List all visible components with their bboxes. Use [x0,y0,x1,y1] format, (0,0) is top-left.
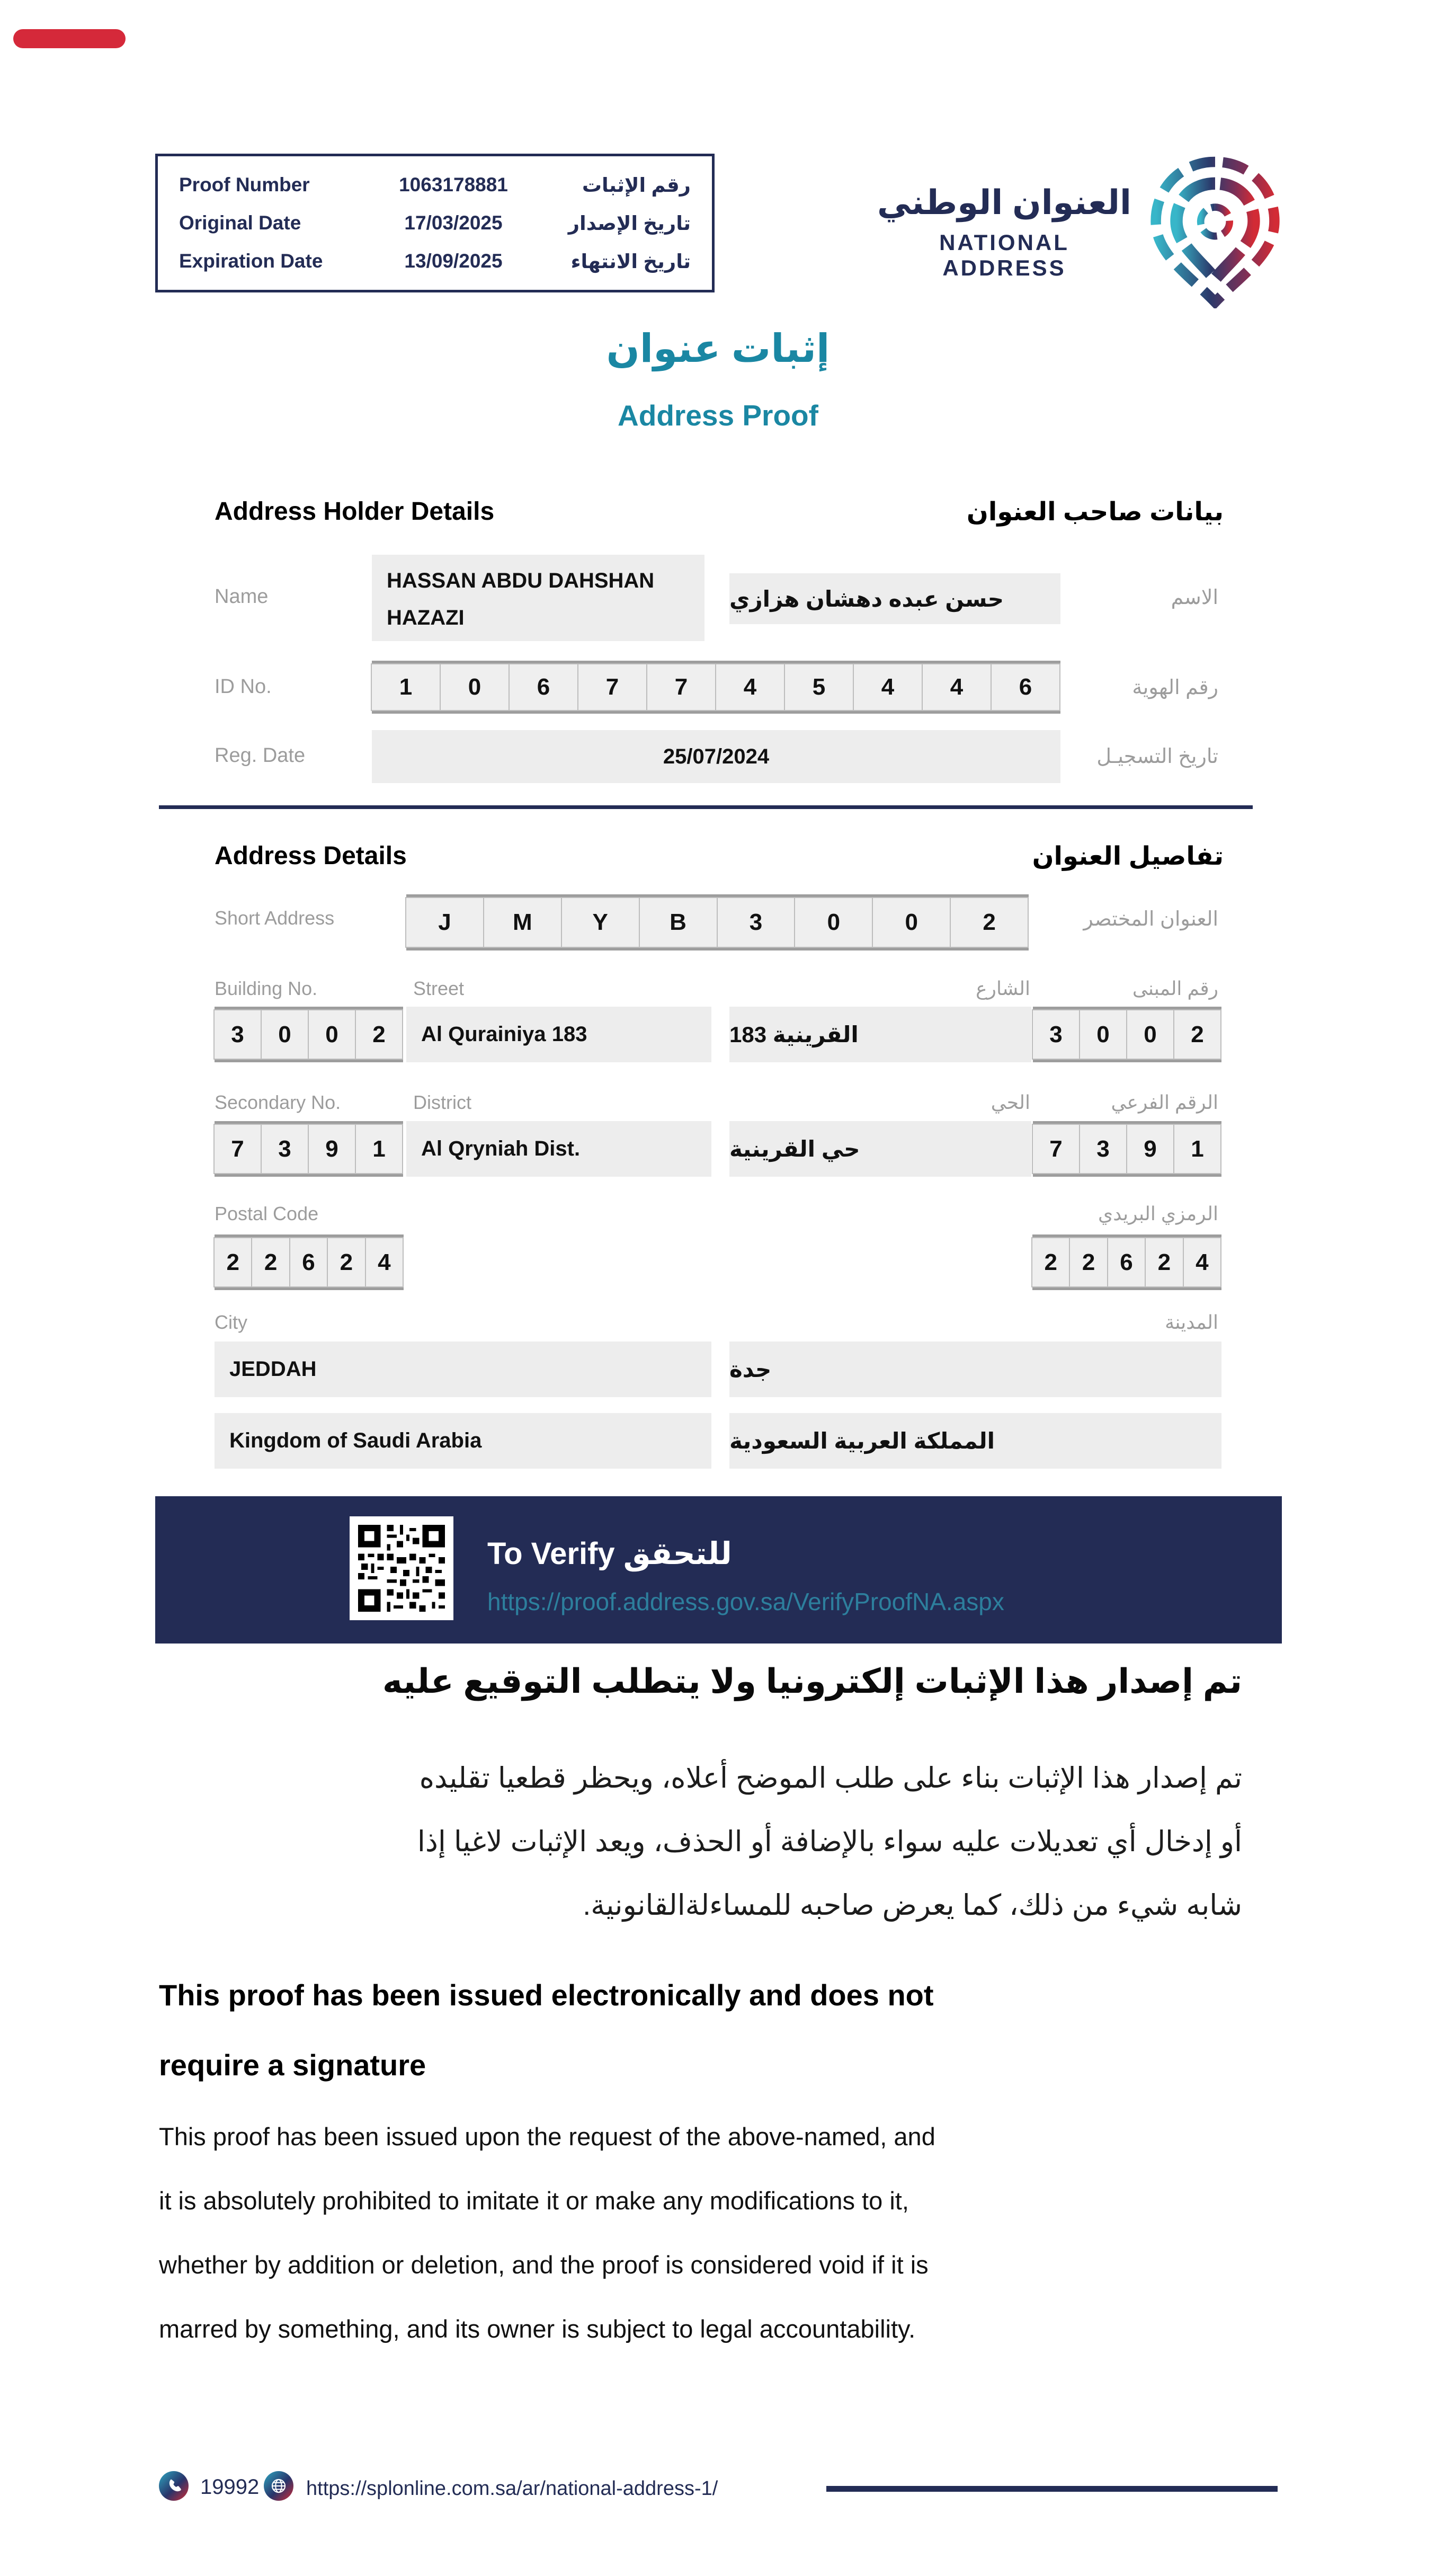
char-cell: 3 [261,1124,309,1174]
original-date-value: 17/03/2025 [404,212,503,234]
holder-section-heading-en: Address Holder Details [215,498,495,526]
char-cell: 2 [213,1237,252,1287]
english-note-line: This proof has been issued upon the request of the above-named, and [159,2122,935,2151]
country-value-ar: المملكة العربية السعودية [729,1413,1221,1469]
char-cell: 0 [1079,1009,1127,1060]
proof-number-label-ar: رقم الإثبات [582,174,691,196]
char-cell: 6 [991,663,1060,711]
district-value-ar: حي القرينية [729,1121,1031,1177]
char-cell: 2 [1031,1237,1070,1287]
arabic-note-heading: تم إصدار هذا الإثبات إلكترونيا ولا يتطلب التوقيع عليه [382,1662,1242,1700]
char-cell: 0 [440,663,510,711]
top-red-bar [13,29,126,48]
secondary-no-label: Secondary No. [215,1091,341,1113]
country-value-en: Kingdom of Saudi Arabia [215,1413,711,1469]
english-note-line: marred by something, and its owner is subject to legal accountability. [159,2315,916,2343]
char-cell: 4 [1183,1237,1221,1287]
original-date-label: Original Date [179,212,301,234]
char-cell: 0 [872,897,951,948]
english-note-heading-line: This proof has been issued electronically and does not [159,1978,934,2012]
logo-arabic-title: العنوان الوطني [877,183,1131,221]
char-cell: 0 [308,1009,356,1060]
phone-icon [159,2471,189,2501]
char-cell: M [483,897,562,948]
char-cell: 9 [1126,1124,1174,1174]
expiration-date-value: 13/09/2025 [404,250,503,272]
char-cell: 2 [1173,1009,1221,1060]
street-label-ar: الشارع [976,978,1030,999]
english-note-line: whether by addition or deletion, and the proof is considered void if it is [159,2251,929,2279]
char-cell: 1 [1173,1124,1221,1174]
district-value-en: Al Qryniah Dist. [406,1121,711,1177]
short-address-cells [406,894,1029,951]
national-address-pin-icon [1138,149,1292,308]
char-cell: 7 [1032,1124,1080,1174]
char-cell: 2 [1069,1237,1108,1287]
address-section-heading-ar: تفاصيل العنوان [1032,842,1224,870]
name-value-ar: حسن عبده دهشان هزازي [729,573,1060,624]
char-cell: 6 [1107,1237,1146,1287]
building-no-label: Building No. [215,978,318,999]
char-cell: 0 [261,1009,309,1060]
short-address-label: Short Address [215,907,335,929]
english-note-paragraph [159,2104,1282,2361]
arabic-note-line: تم إصدار هذا الإثبات بناء على طلب الموضح أعلاه، ويحظر قطعيا تقليده [419,1762,1242,1794]
english-note-heading-line: require a signature [159,2048,426,2082]
char-cell: 4 [853,663,923,711]
document-title-english: Address Proof [618,399,818,432]
id-digit-cells [372,661,1060,714]
short-address-label-ar: العنوان المختصر [1083,908,1218,930]
building-no-label-ar: رقم المبنى [1132,978,1218,999]
footer-url-link[interactable]: https://splonline.com.sa/ar/national-address-1/ [306,2477,718,2500]
english-note-line: it is absolutely prohibited to imitate it or make any modifications to it, [159,2187,909,2215]
char-cell: 5 [784,663,854,711]
verify-label: To Verify للتحقق [487,1536,732,1571]
char-cell: 2 [950,897,1029,948]
verify-url-link[interactable]: https://proof.address.gov.sa/VerifyProofNA.aspx [487,1588,1004,1615]
footer-phone-number: 19992 [200,2475,260,2499]
expiration-date-label: Expiration Date [179,250,323,272]
char-cell: 1 [355,1124,403,1174]
reg-date-label: Reg. Date [215,744,306,767]
logo-english-title: NATIONAL ADDRESS [939,230,1069,280]
document-title-arabic: إثبات عنوان [606,326,830,370]
char-cell: 6 [509,663,578,711]
city-value-en: JEDDAH [215,1342,711,1397]
secondary-no-cells-ar [1033,1121,1221,1177]
char-cell: 4 [365,1237,404,1287]
name-label-ar: الاسم [1171,587,1218,609]
proof-info-box [155,154,715,292]
reg-date-value: 25/07/2024 [372,730,1060,783]
char-cell: 0 [1126,1009,1174,1060]
original-date-row [179,212,691,235]
national-address-logo-text [874,183,1135,281]
char-cell: 4 [922,663,992,711]
address-section-heading-en: Address Details [215,842,407,870]
postal-code-cells-en [215,1234,404,1290]
char-cell: 7 [213,1124,262,1174]
secondary-no-cells-en [215,1121,403,1177]
char-cell: 7 [646,663,716,711]
street-value-en: Al Qurainiya 183 [406,1007,711,1062]
postal-code-label: Postal Code [215,1203,319,1224]
proof-number-row [179,174,691,197]
char-cell: 7 [577,663,647,711]
char-cell: J [405,897,484,948]
arabic-note-paragraph [159,1746,1242,1937]
char-cell: 3 [717,897,796,948]
char-cell: 2 [355,1009,403,1060]
id-label: ID No. [215,676,272,698]
char-cell: B [639,897,718,948]
footer-rule [826,2486,1278,2492]
building-no-cells-ar [1033,1007,1221,1062]
name-value-en: HASSAN ABDU DAHSHAN HAZAZI [372,555,704,641]
building-no-cells-en [215,1007,403,1062]
globe-icon [264,2471,293,2501]
arabic-note-line: شابه شيء من ذلك، كما يعرض صاحبه للمساءلةالقانونية. [583,1889,1242,1921]
char-cell: 2 [251,1237,290,1287]
char-cell: 3 [1079,1124,1127,1174]
english-note-heading [159,1960,1271,2100]
section-divider [159,805,1253,809]
char-cell: 0 [794,897,873,948]
char-cell: 2 [327,1237,365,1287]
name-label: Name [215,585,269,608]
secondary-no-label-ar: الرقم الفرعي [1111,1091,1218,1113]
expiration-date-label-ar: تاريخ الانتهاء [570,250,691,272]
proof-number-value: 1063178881 [399,174,508,196]
char-cell: 3 [1032,1009,1080,1060]
district-label: District [413,1091,471,1113]
qr-code-icon[interactable] [350,1516,453,1620]
char-cell: Y [561,897,640,948]
char-cell: 3 [213,1009,262,1060]
reg-date-label-ar: تاريخ التسجيـل [1096,745,1218,768]
char-cell: 9 [308,1124,356,1174]
postal-code-cells-ar [1032,1234,1221,1290]
district-label-ar: الحي [991,1091,1030,1113]
proof-number-label: Proof Number [179,174,310,196]
city-value-ar: جدة [729,1342,1221,1397]
char-cell: 4 [715,663,785,711]
arabic-note-line: أو إدخال أي تعديلات عليه سواء بالإضافة أو الحذف، ويعد الإثبات لاغيا إذا [417,1826,1242,1858]
street-label: Street [413,978,465,999]
city-label-ar: المدينة [1165,1311,1218,1333]
postal-code-label-ar: الرمزي البريدي [1098,1203,1218,1224]
street-value-ar: القرينية 183 [729,1007,1031,1062]
original-date-label-ar: تاريخ الإصدار [568,212,691,234]
city-label: City [215,1311,247,1333]
holder-section-heading-ar: بيانات صاحب العنوان [966,498,1224,526]
char-cell: 2 [1145,1237,1183,1287]
id-label-ar: رقم الهوية [1132,677,1218,699]
char-cell: 1 [371,663,441,711]
expiration-date-row [179,250,691,273]
char-cell: 6 [289,1237,328,1287]
